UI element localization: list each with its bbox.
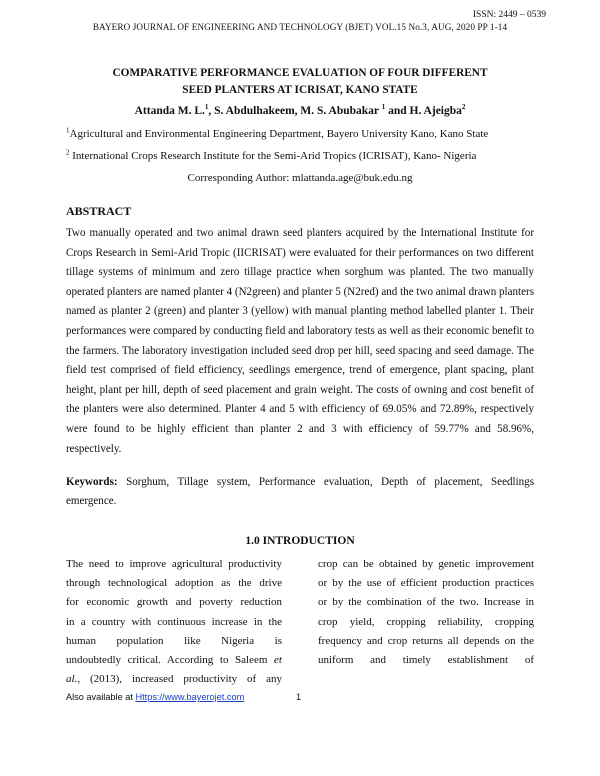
intro-right-line: or by the combination of the two. Increase in [318,596,534,609]
author-sep: , [208,105,215,117]
introduction-left-column [66,555,282,689]
introduction-heading: 1.0 INTRODUCTION [245,535,355,547]
author-3-sup: 1 [381,103,386,112]
intro-left-line: for economic growth and poverty reduction [66,596,282,609]
affiliation-1 [66,128,488,140]
author-4: H. Ajeigba [409,105,462,117]
keywords-label: Keywords: [66,476,118,488]
keywords [66,473,534,511]
intro-right-line: frequency and crop returns all depends on the [318,634,534,647]
intro-left-line-text: undoubtedly critical. According to Saleem [66,654,268,667]
author-and: and [385,105,410,117]
author-1-sup: 1 [204,103,209,112]
intro-left-line: The need to improve agricultural productivity [66,558,282,570]
author-2: S. Abdulhakeem [214,105,295,117]
website-link[interactable]: Https://www.bayerojet.com [135,692,245,702]
footer-availability [66,692,244,702]
affiliation-2-sup: 2 [66,148,70,157]
intro-right-line: uniform and timely establishment of [318,654,534,667]
intro-right-line: crop yield, cropping reliability, cropping [318,615,534,628]
page-number: 1 [296,692,302,702]
affiliation-1-text: Agricultural and Environmental Engineering Department, Bayero University Kano, Kano State [69,128,489,140]
corresponding-author: Corresponding Author: mlattanda.age@buk.edu.ng [187,172,413,184]
journal-header: BAYERO JOURNAL OF ENGINEERING AND TECHNOLOGY (BJET) VOL.15 No.3, AUG, 2020 PP 1-14 [92,22,508,32]
author-list [0,105,600,117]
paper-title-line-2: SEED PLANTERS AT ICRISAT, KANO STATE [182,84,418,96]
affiliation-2 [66,150,476,162]
intro-right-line: or by the use of efficient production practices [318,577,534,590]
intro-right-line: crop can be obtained by genetic improvement [318,558,534,570]
introduction-right-column [318,555,534,670]
intro-left-line-text: (2013), increased productivity of any [89,673,283,686]
author-sep: , [294,105,301,117]
footer-prefix: Also available at [66,692,136,702]
affiliation-2-text: International Crops Research Institute for the Semi-Arid Tropics (ICRISAT), Kano- Nigeria [69,150,477,162]
intro-left-line: through technological adoption as the drive [66,577,282,590]
affiliation-1-sup: 1 [66,126,70,135]
author-1: Attanda M. L. [134,105,205,117]
keywords-text: Sorghum, Tillage system, Performance evaluation, Depth of placement, Seedlings emergence. [66,476,534,507]
author-4-sup: 2 [461,103,466,112]
abstract-heading: ABSTRACT [66,204,132,218]
abstract-text: Two manually operated and two animal drawn seed planters acquired by the International Institute for Crops Research in Semi-Arid Tropic (IICRISAT) were evaluated for their performances on two different tillage systems of minimum and zero tillage practice when sorghum was planted. The two manually operated planters are named planter 4 (N2green) and planter 5 (N2red) and the two animal drawn planters named as planter 2 (green) and planter 3 (yellow) with manual planting method labelled planter 1. Their performances were compared by conducting field and laboratory tests as well as their economic benefit to the farmers. The laboratory investigation included seed drop per hill, seed spacing and seed damage. The field test comprised of field efficiency, seedlings emergence, trend of emergence, plant spacing, plant height, plant per hill, depth of seed placement and grain weight. The costs of owning and cost benefit of the planters were also determined. Planter 4 and 5 with efficiency of 69.05% and 72.89%, respectively were found to be highly efficient than planter 2 and 3 with efficiency of 59.77% and 58.96%, respectively. [66,227,534,455]
intro-al: al. [66,673,78,686]
author-3: M. S. Abubakar [300,105,382,117]
issn: ISSN: 2449 – 0539 [472,10,546,20]
intro-et: et [274,654,282,667]
intro-left-line: human population like Nigeria is [66,634,282,647]
intro-left-line: in a country with continuous increase in the [66,615,282,628]
intro-left-line: al., (2013), increased productivity of any [66,673,283,686]
paper-title-line-1: COMPARATIVE PERFORMANCE EVALUATION OF FOUR DIFFERENT [112,67,488,79]
intro-left-line [66,651,282,670]
